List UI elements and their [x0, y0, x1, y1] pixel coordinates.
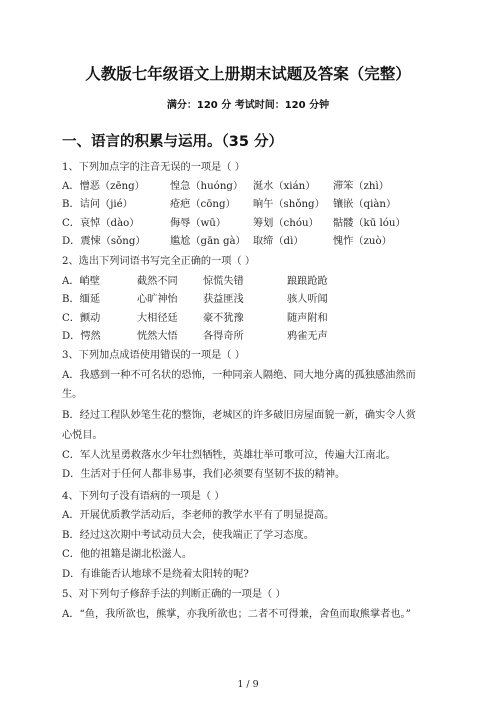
q1-option-a-item-4: 滞笨（zhì）	[333, 181, 389, 192]
q1-option-a-item-2: 惶急（huóng）	[170, 181, 244, 192]
q4-option-b: B．经过这次期中考试动员大会，使我端正了学习态度。	[62, 530, 314, 541]
question-2-stem: 2、选出下列词语书写完全正确的一项（ ）	[62, 256, 256, 267]
q1-option-d: D．震悚（sǒng）	[62, 236, 146, 247]
q2-option-d-item-3: 各得奇所	[203, 331, 244, 342]
question-1-stem: 1、下列加点字的注音无误的一项是（ ）	[62, 162, 245, 173]
q1-option-c-item-3: 筹划（chóu）	[253, 218, 319, 229]
q2-option-b-item-3: 获益匪浅	[203, 294, 244, 305]
q1-option-b-item-3: 晌午（shǒng）	[253, 199, 325, 210]
question-5-stem: 5、对下列句子修辞手法的判断正确的一项是（ ）	[62, 589, 286, 600]
q2-option-b-item-4: 骇人听闻	[287, 294, 328, 305]
q1-option-a: A．憎恶（zēng）	[62, 181, 145, 192]
q1-option-d-item-4: 愧怍（zuò）	[333, 236, 392, 247]
q2-option-c: C．颤动	[62, 313, 101, 324]
q1-option-d-item-3: 取缔（dì）	[253, 236, 304, 247]
q3-option-d: D．生活对于任何人都非易事，我们必须要有坚韧不拔的精神。	[62, 469, 346, 480]
document-title: 人教版七年级语文上册期末试题及答案（完整）	[85, 65, 411, 83]
q1-option-c-item-2: 侮辱（wū）	[170, 218, 227, 229]
q3-option-a-line-2: 生。	[62, 389, 83, 400]
q3-option-b-line-2: 心悦目。	[62, 430, 103, 441]
q2-option-d: D．愕然	[62, 331, 101, 342]
q1-option-b-item-4: 镶嵌（qiàn）	[333, 199, 397, 210]
page-number: 1 / 9	[237, 679, 259, 690]
q1-option-b-item-2: 疮疤（cōng）	[170, 199, 236, 210]
q3-option-b-line-1: B．经过工程队妙笔生花的整饰，老城区的许多破旧房屋面貌一新，确实令人赏	[62, 410, 416, 421]
q1-option-c-item-4: 骷髅（kū lóu）	[333, 218, 406, 229]
exam-info: 满分：120 分 考试时间：120 分钟	[166, 100, 330, 111]
q4-option-a: A．开展优质教学活动后，李老师的教学水平有了明显提高。	[62, 510, 335, 521]
q3-option-a-line-1: A．我感到一种不可名状的恐怖，一种同亲人隔绝、同大地分离的孤独感油然而	[62, 370, 416, 381]
question-3-stem: 3、下列加点成语使用错误的一项是（ ）	[62, 350, 245, 361]
q2-option-c-item-4: 随声附和	[287, 313, 328, 324]
q5-option-a: A．“鱼，我所欲也，熊掌，亦我所欲也；二者不可得兼，舍鱼而取熊掌者也。”	[62, 609, 411, 620]
q2-option-c-item-2: 大相径廷	[137, 313, 178, 324]
q1-option-a-item-3: 涎水（xián）	[253, 181, 316, 192]
q2-option-d-item-2: 恍然大悟	[137, 331, 178, 342]
q1-option-b: B．诘问（jié）	[62, 199, 133, 210]
section-heading: 一、语言的积累与运用。（35 分）	[62, 134, 283, 150]
q2-option-b: B．缅延	[62, 294, 101, 305]
q2-option-a-item-2: 截然不同	[137, 276, 178, 287]
q2-option-c-item-3: 豪不犹豫	[203, 313, 244, 324]
q4-option-c: C．他的祖籍是湖北松滋人。	[62, 549, 193, 560]
q2-option-d-item-4: 鸦雀无声	[287, 331, 328, 342]
q1-option-c: C．哀悼（dào）	[62, 218, 140, 229]
q4-option-d: D．有谁能否认地球不是绕着太阳转的呢?	[62, 569, 249, 580]
q2-option-a: A．峭壁	[62, 276, 100, 287]
q2-option-a-item-4: 踉踉跄跄	[287, 276, 328, 287]
q2-option-b-item-2: 心旷神怡	[137, 294, 178, 305]
q2-option-a-item-3: 惊慌失错	[203, 276, 244, 287]
q1-option-d-item-2: 尴尬（gān gà）	[170, 236, 246, 247]
q3-option-c: C．军人沈星勇救落水少年壮烈牺牲，英雄壮举可歌可泣，传遍大江南北。	[62, 450, 396, 461]
question-4-stem: 4、下列句子没有语病的一项是（ ）	[62, 491, 225, 502]
